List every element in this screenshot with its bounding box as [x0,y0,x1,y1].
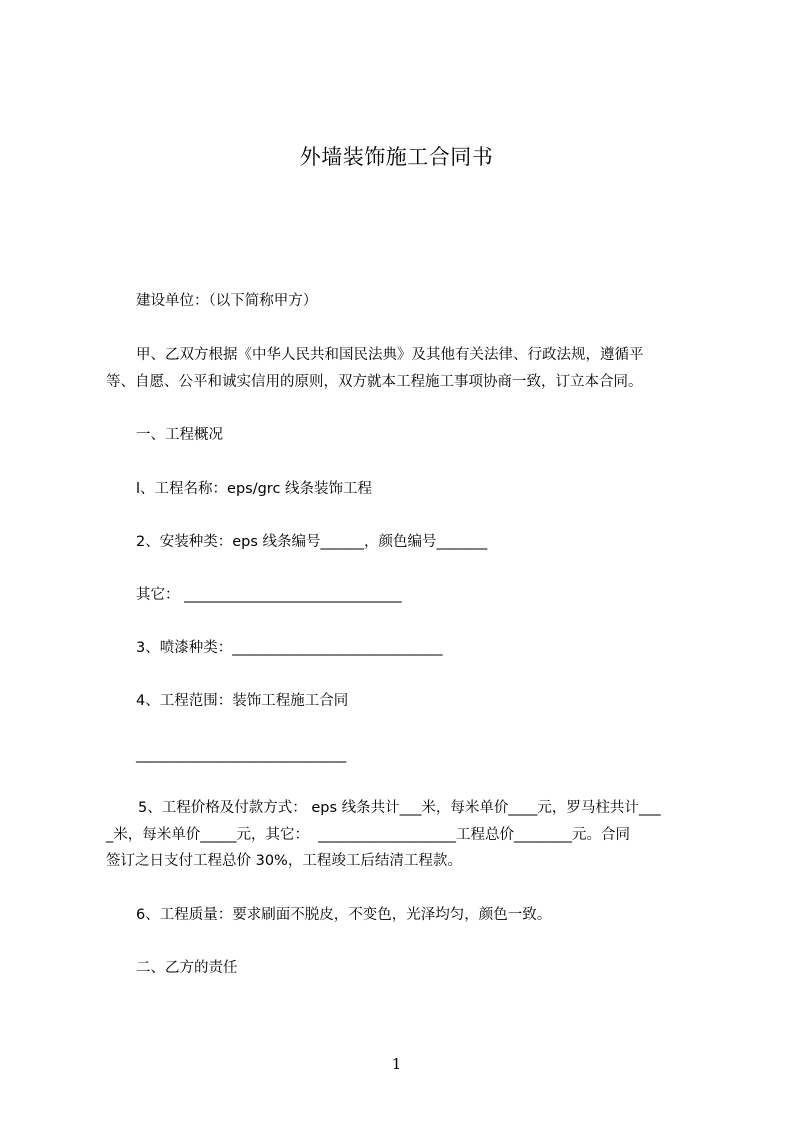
item-other: 其它： ______________________________ [136,587,402,603]
intro-paragraph-line-1: 甲、乙双方根据《中华人民共和国民法典》及其他有关法律、行政法规，遵循平 [136,347,644,363]
intro-paragraph-line-2: 等、自愿、公平和诚实信用的原则，双方就本工程施工事项协商一致，订立本合同。 [106,374,643,390]
item-1-project-name: l、工程名称：eps/grc 线条装饰工程 [136,481,373,497]
item-5-price-line-1: 5、工程价格及付款方式： eps 线条共计___米，每米单价____元，罗马柱共计___ [138,800,661,816]
item-5-price-line-3: 签订之日支付工程总价 30%，工程竣工后结清工程款。 [106,853,462,869]
page-number: 1 [391,1055,402,1073]
item-5-price-line-2: _米，每米单价_____元，其它： ___________________工程总价________元。合同 [106,827,630,843]
document-title: 外墙装饰施工合同书 [299,145,494,169]
item-2-install-type: 2、安装种类：eps 线条编号______，颜色编号_______ [136,534,488,550]
builder-unit-line: 建设单位：（以下简称甲方） [136,293,318,309]
item-4-project-scope: 4、工程范围：装饰工程施工合同 [136,693,349,709]
item-6-quality: 6、工程质量：要求刷面不脱皮，不变色，光泽均匀，颜色一致。 [136,907,552,923]
item-3-paint-type: 3、喷漆种类：_____________________________ [136,640,443,656]
section-1-heading: 一、工程概况 [136,427,223,443]
section-2-heading: 二、乙方的责任 [136,960,238,976]
item-4-blank-line: _____________________________ [136,747,347,763]
